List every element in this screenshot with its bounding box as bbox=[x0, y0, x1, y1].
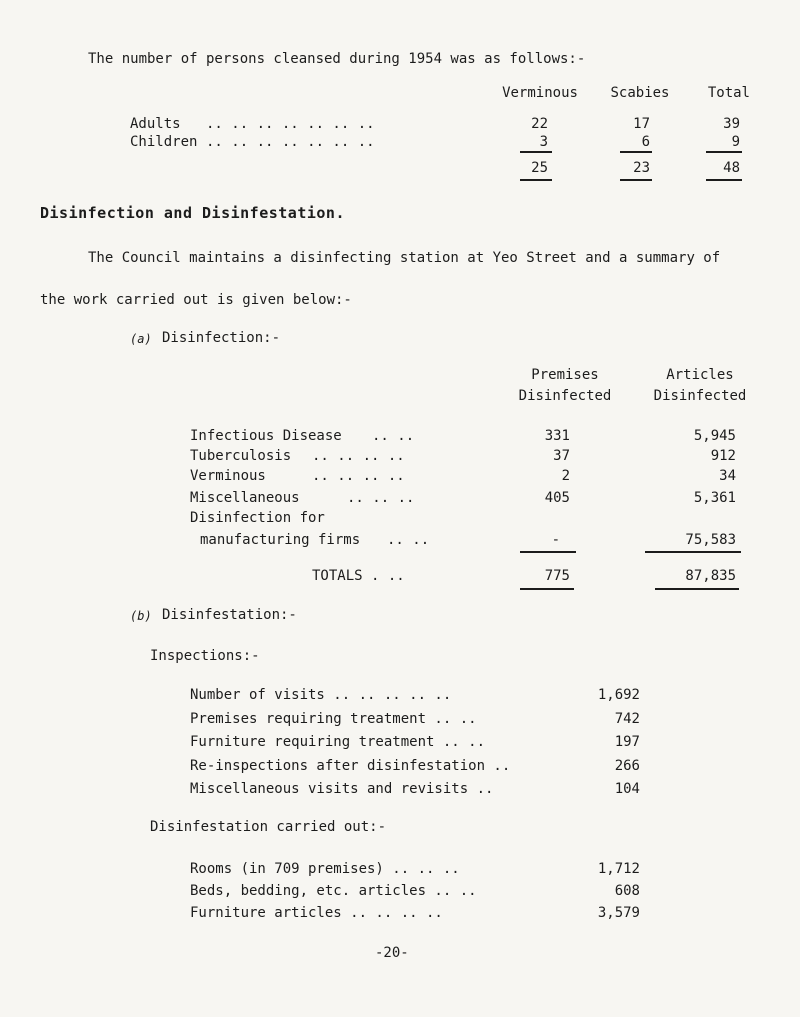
children-verminous: 3 bbox=[539, 134, 548, 150]
leaders: .. .. .. .. bbox=[312, 448, 405, 464]
section-heading: Disinfection and Disinfestation. bbox=[40, 204, 345, 222]
row-label-manufacturing-firms: manufacturing firms bbox=[200, 532, 361, 548]
total-verminous: 25 bbox=[531, 160, 548, 176]
carried-out-label: Beds, bedding, etc. articles .. .. bbox=[190, 883, 477, 899]
rule bbox=[520, 551, 576, 553]
col-header-scabies: Scabies bbox=[610, 85, 670, 101]
children-total: 9 bbox=[731, 134, 740, 150]
inspection-label: Miscellaneous visits and revisits .. bbox=[190, 781, 494, 797]
verminous-articles: 34 bbox=[719, 468, 736, 484]
row-label-children: Children bbox=[130, 134, 198, 150]
rule bbox=[520, 179, 552, 181]
inspection-value: 742 bbox=[614, 711, 640, 727]
inspections-heading: Inspections:- bbox=[150, 648, 260, 664]
page-number: -20- bbox=[375, 945, 409, 961]
leaders: .. .. bbox=[387, 532, 430, 548]
tuberculosis-premises: 37 bbox=[553, 448, 570, 464]
totals-articles: 87,835 bbox=[685, 568, 736, 584]
adults-verminous: 22 bbox=[531, 116, 548, 132]
leaders: .. .. bbox=[372, 428, 415, 444]
subsection-title-disinfection: Disinfection:- bbox=[162, 330, 281, 346]
col-header-premises-2: Disinfected bbox=[518, 388, 612, 404]
inspection-label: Premises requiring treatment .. .. bbox=[190, 711, 477, 727]
leaders: .. .. .. bbox=[347, 490, 415, 506]
col-header-articles-2: Disinfected bbox=[653, 388, 747, 404]
rule bbox=[706, 151, 742, 153]
inspection-label: Re-inspections after disinfestation .. bbox=[190, 758, 511, 774]
infectious-premises: 331 bbox=[544, 428, 570, 444]
inspection-value: 266 bbox=[614, 758, 640, 774]
totals-premises: 775 bbox=[544, 568, 570, 584]
inspection-label: Number of visits .. .. .. .. .. bbox=[190, 687, 452, 703]
rule bbox=[620, 151, 652, 153]
adults-total: 39 bbox=[723, 116, 740, 132]
manufacturing-articles: 75,583 bbox=[685, 532, 736, 548]
infectious-articles: 5,945 bbox=[693, 428, 736, 444]
carried-out-label: Rooms (in 709 premises) .. .. .. bbox=[190, 861, 460, 877]
tuberculosis-articles: 912 bbox=[710, 448, 736, 464]
subsection-title-disinfestation: Disinfestation:- bbox=[162, 607, 297, 623]
rule bbox=[520, 151, 552, 153]
col-header-premises: Premises bbox=[531, 367, 599, 383]
rule bbox=[620, 179, 652, 181]
totals-label: TOTALS . .. bbox=[312, 568, 405, 584]
children-scabies: 6 bbox=[641, 134, 650, 150]
inspection-value: 197 bbox=[614, 734, 640, 750]
leaders: .. .. .. .. bbox=[312, 468, 405, 484]
row-label-disinfection-for: Disinfection for bbox=[190, 510, 325, 526]
verminous-premises: 2 bbox=[561, 468, 570, 484]
rule bbox=[520, 588, 574, 590]
row-label-tuberculosis: Tuberculosis bbox=[190, 448, 292, 464]
row-label-verminous: Verminous bbox=[190, 468, 266, 484]
paragraph-line-2: the work carried out is given below:- bbox=[40, 292, 352, 308]
carried-out-value: 3,579 bbox=[597, 905, 640, 921]
carried-out-label: Furniture articles .. .. .. .. bbox=[190, 905, 443, 921]
adults-scabies: 17 bbox=[633, 116, 650, 132]
row-label-miscellaneous: Miscellaneous bbox=[190, 490, 300, 506]
carried-out-heading: Disinfestation carried out:- bbox=[150, 819, 387, 835]
cleansing-intro: The number of persons cleansed during 1954 was as follows:- bbox=[88, 51, 586, 67]
miscellaneous-premises: 405 bbox=[544, 490, 570, 506]
subsection-marker-b: (b) bbox=[130, 609, 152, 623]
rule bbox=[655, 588, 739, 590]
col-header-verminous: Verminous bbox=[502, 85, 578, 101]
carried-out-value: 1,712 bbox=[597, 861, 640, 877]
inspection-value: 104 bbox=[614, 781, 640, 797]
manufacturing-premises: - bbox=[551, 532, 560, 548]
total-scabies: 23 bbox=[633, 160, 650, 176]
col-header-total: Total bbox=[707, 85, 750, 101]
leaders: .. .. .. .. .. .. .. bbox=[206, 134, 375, 150]
grand-total: 48 bbox=[723, 160, 740, 176]
leaders: .. .. .. .. .. .. .. bbox=[206, 116, 375, 132]
inspection-value: 1,692 bbox=[597, 687, 640, 703]
col-header-articles: Articles bbox=[666, 367, 734, 383]
rule bbox=[706, 179, 742, 181]
row-label-infectious-disease: Infectious Disease bbox=[190, 428, 342, 444]
carried-out-value: 608 bbox=[614, 883, 640, 899]
paragraph-line-1: The Council maintains a disinfecting station at Yeo Street and a summary of bbox=[88, 250, 721, 266]
inspection-label: Furniture requiring treatment .. .. bbox=[190, 734, 486, 750]
subsection-marker-a: (a) bbox=[130, 332, 152, 346]
row-label-adults: Adults bbox=[130, 116, 181, 132]
rule bbox=[645, 551, 741, 553]
miscellaneous-articles: 5,361 bbox=[693, 490, 736, 506]
